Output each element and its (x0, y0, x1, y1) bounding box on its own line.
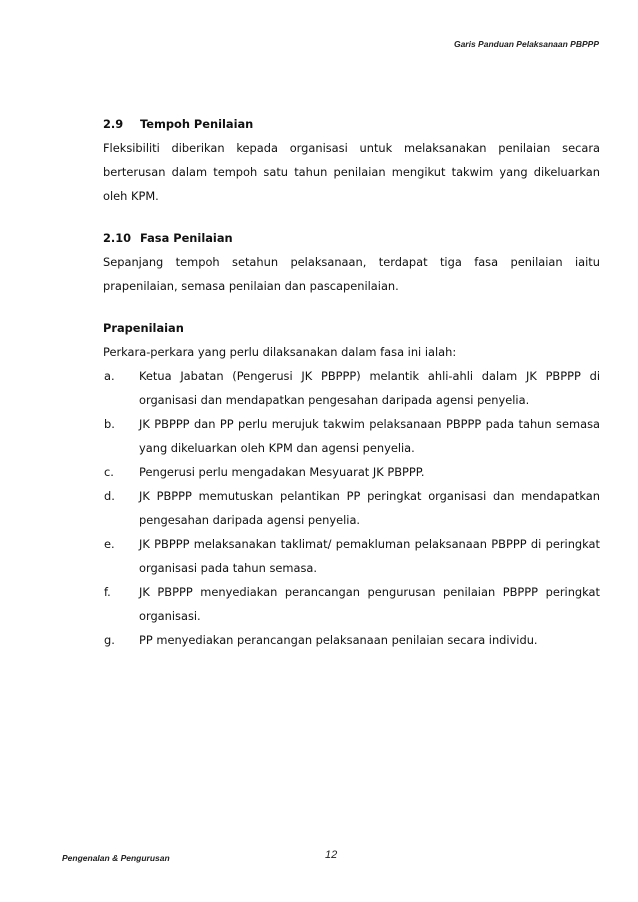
prapenilaian-section (103, 316, 600, 652)
list-marker: c. (104, 465, 114, 479)
section-paragraph: Sepanjang tempoh setahun pelaksanaan, terdapat tiga fasa penilaian iaitu prapenilaian, semasa penilaian dan pascapenilaian. (103, 255, 600, 293)
task-list (103, 364, 600, 652)
section-number: 2.9 (103, 117, 124, 131)
section-2-10 (103, 226, 600, 298)
list-marker: g. (104, 633, 115, 647)
list-item-text: JK PBPPP dan PP perlu merujuk takwim pelaksanaan PBPPP pada tahun semasa yang dikeluarkan oleh KPM dan agensi penyelia. (139, 417, 600, 455)
running-header: Garis Panduan Pelaksanaan PBPPP (453, 39, 599, 49)
list-intro: Perkara-perkara yang perlu dilaksanakan dalam fasa ini ialah: (103, 345, 457, 359)
list-marker: d. (104, 489, 115, 503)
page-number: 12 (325, 849, 338, 861)
list-item-text: JK PBPPP menyediakan perancangan pengurusan penilaian PBPPP peringkat organisasi. (139, 585, 600, 623)
list-item (104, 580, 600, 628)
list-item-text: JK PBPPP melaksanakan taklimat/ pemakluman pelaksanaan PBPPP di peringkat organisasi pada tahun semasa. (139, 537, 600, 575)
list-item (104, 412, 600, 460)
subsection-heading: Prapenilaian (103, 321, 184, 335)
list-marker: f. (104, 585, 111, 599)
list-item-text: Ketua Jabatan (Pengerusi JK PBPPP) melantik ahli-ahli dalam JK PBPPP di organisasi dan mendapatkan pengesahan daripada agensi penyelia. (139, 369, 600, 407)
list-item (104, 460, 600, 484)
list-marker: a. (104, 369, 115, 383)
list-item (104, 628, 600, 652)
list-item (104, 364, 600, 412)
list-item-text: Pengerusi perlu mengadakan Mesyuarat JK PBPPP. (139, 465, 425, 479)
document-body (103, 112, 600, 652)
list-marker: b. (104, 417, 115, 431)
list-item-text: JK PBPPP memutuskan pelantikan PP peringkat organisasi dan mendapatkan pengesahan daripada agensi penyelia. (139, 489, 600, 527)
list-item (104, 484, 600, 532)
list-item-text: PP menyediakan perancangan pelaksanaan penilaian secara individu. (139, 633, 538, 647)
list-item (104, 532, 600, 580)
section-2-9 (103, 112, 600, 208)
section-heading (103, 226, 600, 250)
section-title: Tempoh Penilaian (140, 117, 254, 131)
section-title: Fasa Penilaian (140, 231, 233, 245)
section-number: 2.10 (103, 231, 132, 245)
list-marker: e. (104, 537, 115, 551)
running-footer: Pengenalan & Pengurusan (62, 853, 170, 863)
section-paragraph: Fleksibiliti diberikan kepada organisasi untuk melaksanakan penilaian secara berterusan dalam tempoh satu tahun penilaian mengikut takwim yang dikeluarkan oleh KPM. (103, 141, 600, 203)
section-heading (103, 112, 600, 136)
